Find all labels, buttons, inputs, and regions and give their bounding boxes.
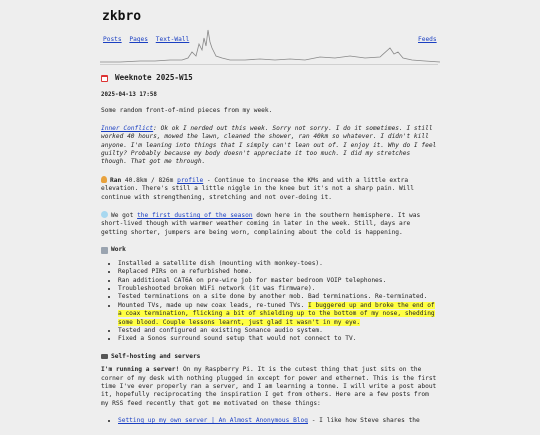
- list-item: • Installed a satellite dish (mounting with monkey-toes).: [118, 260, 439, 268]
- work-list: [110, 260, 439, 344]
- list-item: • Fixed a Sonos surround sound setup that would not connect to TV.: [118, 335, 439, 343]
- run-stats: 40.8km / 826m: [124, 176, 174, 184]
- tv-item-text: Mounted TVs, made up new coax leads, re-tuned TVs.: [118, 301, 308, 309]
- post-title-text: Weeknote 2025-W15: [115, 73, 193, 82]
- self-hosting-heading: [101, 353, 439, 361]
- self-hosting-heading-text: Self-hosting and servers: [111, 352, 201, 360]
- post-intro: Some random front-of-mind pieces from my week.: [101, 107, 273, 115]
- post-title: [101, 73, 439, 83]
- list-item: [118, 302, 439, 327]
- server-links-list: [110, 417, 439, 425]
- server-text: On my Raspberry Pi. It is the cutest thing that just sits on the corner of my desk with nothing plugged in except for power and ethernet. This is the first time I've ever properly ran a server, and I am learning a tonne. I will write a post about it, hopefully reciprocating the inspiration I get from others. Here are a few posts from my RSS feed recently that got me motivated on these things:: [101, 366, 437, 407]
- list-item: • Ran additional CAT6A on pre-wire job for master bedroom VOIP telephones.: [118, 277, 439, 285]
- nav-text-wall[interactable]: Text-Wall: [155, 36, 190, 43]
- server-bold: I'm running a server!: [101, 366, 180, 374]
- list-item: • Replaced PIRs on a refurbished home.: [118, 268, 439, 276]
- snowflake-icon: [101, 211, 108, 218]
- run-paragraph: [101, 176, 439, 202]
- server-link-suffix: - I like how Steve shares the: [308, 417, 420, 425]
- list-item: • Tested and configured an existing Sonance audio system.: [118, 327, 439, 335]
- post-content: [101, 73, 439, 435]
- nav-pages[interactable]: Pages: [129, 36, 149, 43]
- runner-icon: [101, 176, 107, 183]
- site-title[interactable]: zkbro: [102, 9, 142, 24]
- weather-link[interactable]: the first dusting of the season: [137, 212, 253, 220]
- highlighted-text: I buggered up and broke the end of a coax termination, flicking a bit of shielding up to the bottom of my nose, shedding some blood. Couple lessons learnt, just glad it wasn't in my eye.: [118, 301, 435, 326]
- post-date: 2025-04-13 17:58: [101, 92, 157, 98]
- list-item: [118, 417, 439, 425]
- inner-conflict-text: : Ok ok I nerded out this week. Sorry not sorry. I do it sometimes. I still worked 40 hours, mowed the lawn, cleaned the shower, ran 40km so whatever. I didn't kill anyone. I'm leaning into things that I simply can't lean out of. I enjoy it. Why do I feel guilty? Probably because my body doesn't appreciate it too much. I did my stretches though. That got me through.: [101, 124, 437, 166]
- server-paragraph: [101, 366, 439, 408]
- run-text: - Continue to increase the KMs and with a little extra elevation. There's still a little niggle in the knee but it's not a sharp pain. Will continue with strengthening, stretching and not over-doing it.: [101, 176, 414, 201]
- nav-feeds[interactable]: Feeds: [418, 36, 437, 43]
- main-nav: [103, 36, 193, 44]
- weather-pre: We got: [111, 212, 138, 220]
- work-heading: [101, 246, 439, 254]
- nav-posts[interactable]: Posts: [103, 36, 122, 43]
- site-header: [0, 0, 540, 62]
- inner-conflict-paragraph: [101, 125, 439, 167]
- calendar-icon: [101, 75, 108, 82]
- inner-conflict-link[interactable]: Inner Conflict: [101, 124, 154, 132]
- run-label: Ran: [110, 176, 122, 184]
- laptop-icon: [101, 354, 108, 359]
- work-heading-text: Work: [111, 246, 126, 254]
- list-item: • Tested terminations on a site done by another mob. Bad terminations. Re-terminated.: [118, 293, 439, 301]
- list-item: • Troubleshooted broken WiFi network (it was firmware).: [118, 285, 439, 293]
- server-post-link[interactable]: Setting up my own server | An Almost Anonymous Blog: [118, 417, 308, 425]
- weather-text: down here in the southern hemisphere. It was short-lived though with warmer weather coming in later in the week. Still, days are getting shorter, jumpers are being worn, complaining about the cold is happening.: [101, 212, 421, 236]
- building-icon: [101, 247, 108, 254]
- weather-paragraph: [101, 211, 439, 237]
- run-profile-link[interactable]: profile: [177, 176, 204, 184]
- header-divider: [100, 64, 438, 65]
